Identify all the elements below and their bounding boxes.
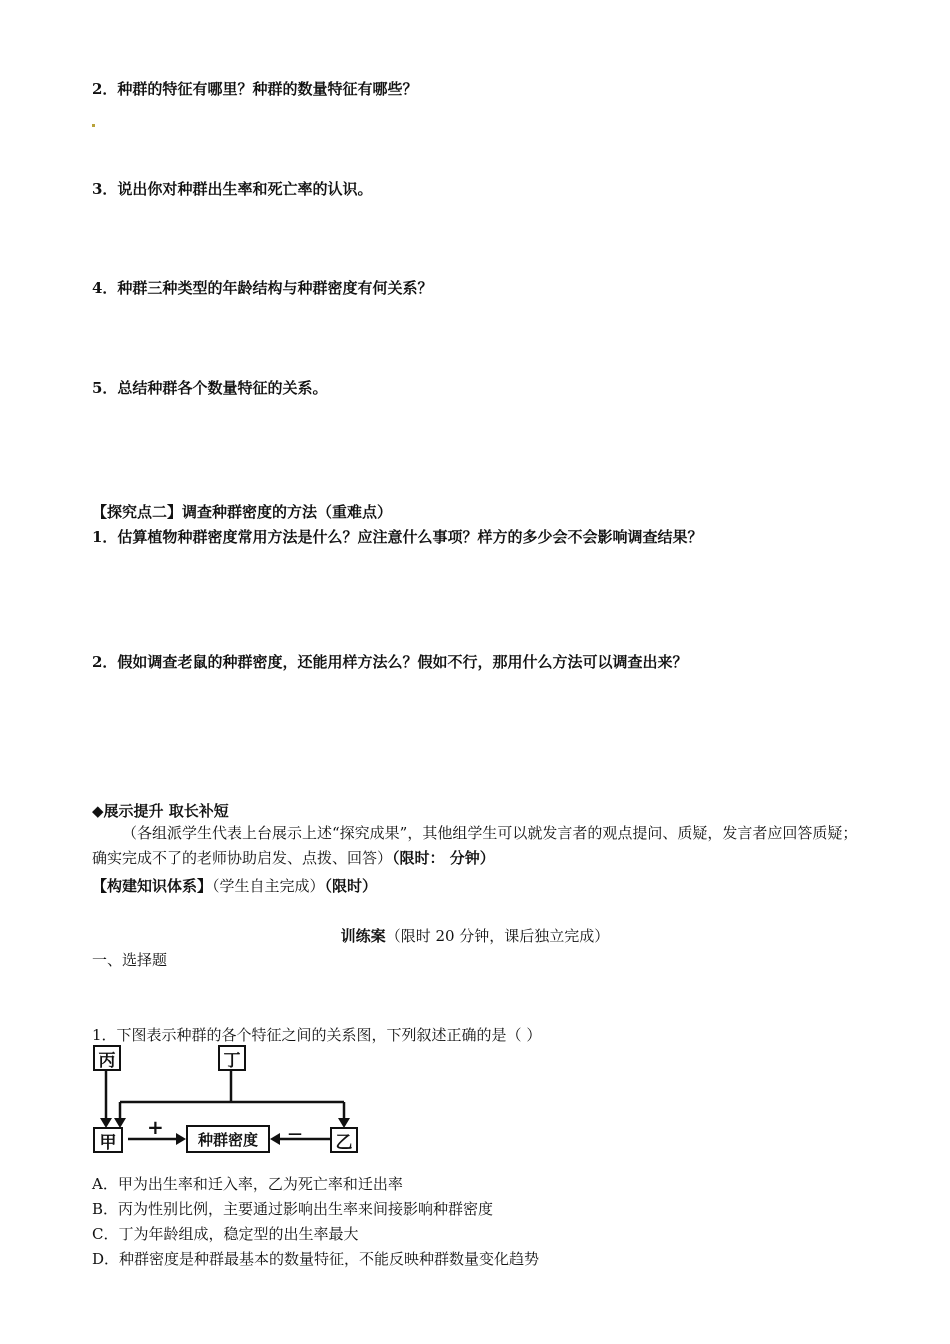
question-2: 2．种群的特征有哪里？种群的数量特征有哪些？ [92, 80, 418, 98]
display-paragraph [92, 821, 862, 871]
knowledge-time-limit: （限时） [324, 877, 378, 895]
plus-sign: + [147, 1115, 164, 1139]
knowledge-note: （学生自主完成） [212, 877, 325, 895]
option-c: C．丁为年龄组成，稳定型的出生率最大 [92, 1225, 359, 1243]
section2-heading: 【探究点二】调查种群密度的方法（重难点） [92, 503, 393, 521]
training-title-bold: 训练案 [340, 927, 386, 945]
option-b: B．丙为性别比例，主要通过影响出生率来间接影响种群密度 [92, 1200, 494, 1218]
question-5: 5．总结种群各个数量特征的关系。 [92, 379, 328, 397]
knowledge-line [92, 875, 377, 896]
section2-question-1: 1．估算植物种群密度常用方法是什么？应注意什么事项？样方的多少会不会影响调查结果？ [92, 528, 703, 546]
arrowhead-density-left [176, 1133, 186, 1145]
knowledge-heading: 【构建知识体系】 [92, 877, 213, 895]
node-population-density: 种群密度 [186, 1125, 270, 1153]
training-section: 一、选择题 [92, 951, 168, 969]
question-4: 4．种群三种类型的年龄结构与种群密度有何关系？ [92, 279, 433, 297]
training-question-1: 1．下图表示种群的各个特征之间的关系图，下列叙述正确的是（ ） [92, 1026, 542, 1044]
node-jia: 甲 [93, 1127, 123, 1153]
question-3: 3．说出你对种群出生率和死亡率的认识。 [92, 180, 373, 198]
stray-dot [92, 124, 95, 127]
option-a: A．甲为出生率和迁入率，乙为死亡率和迁出率 [92, 1175, 403, 1193]
display-paragraph-text: （各组派学生代表上台展示上述“探究成果”，其他组学生可以就发言者的观点提问、质疑，发言者应回答质疑；确实完成不了的老师协助启发、点拨、回答） [92, 824, 858, 867]
option-d: D．种群密度是种群最基本的数量特征，不能反映种群数量变化趋势 [92, 1250, 540, 1268]
minus-sign: — [288, 1126, 302, 1142]
section2-question-2: 2．假如调查老鼠的种群密度，还能用样方法么？假如不行，那用什么方法可以调查出来？ [92, 653, 688, 671]
training-title-rest: （限时 20 分钟，课后独立完成） [385, 927, 610, 945]
time-limit: （限时： 分钟） [392, 849, 495, 867]
node-yi: 乙 [330, 1127, 358, 1153]
node-ding: 丁 [218, 1045, 246, 1071]
node-bing: 丙 [93, 1045, 121, 1071]
training-title [0, 925, 950, 946]
arrowhead-density-right [270, 1133, 280, 1145]
display-heading: ◆展示提升 取长补短 [92, 802, 229, 820]
